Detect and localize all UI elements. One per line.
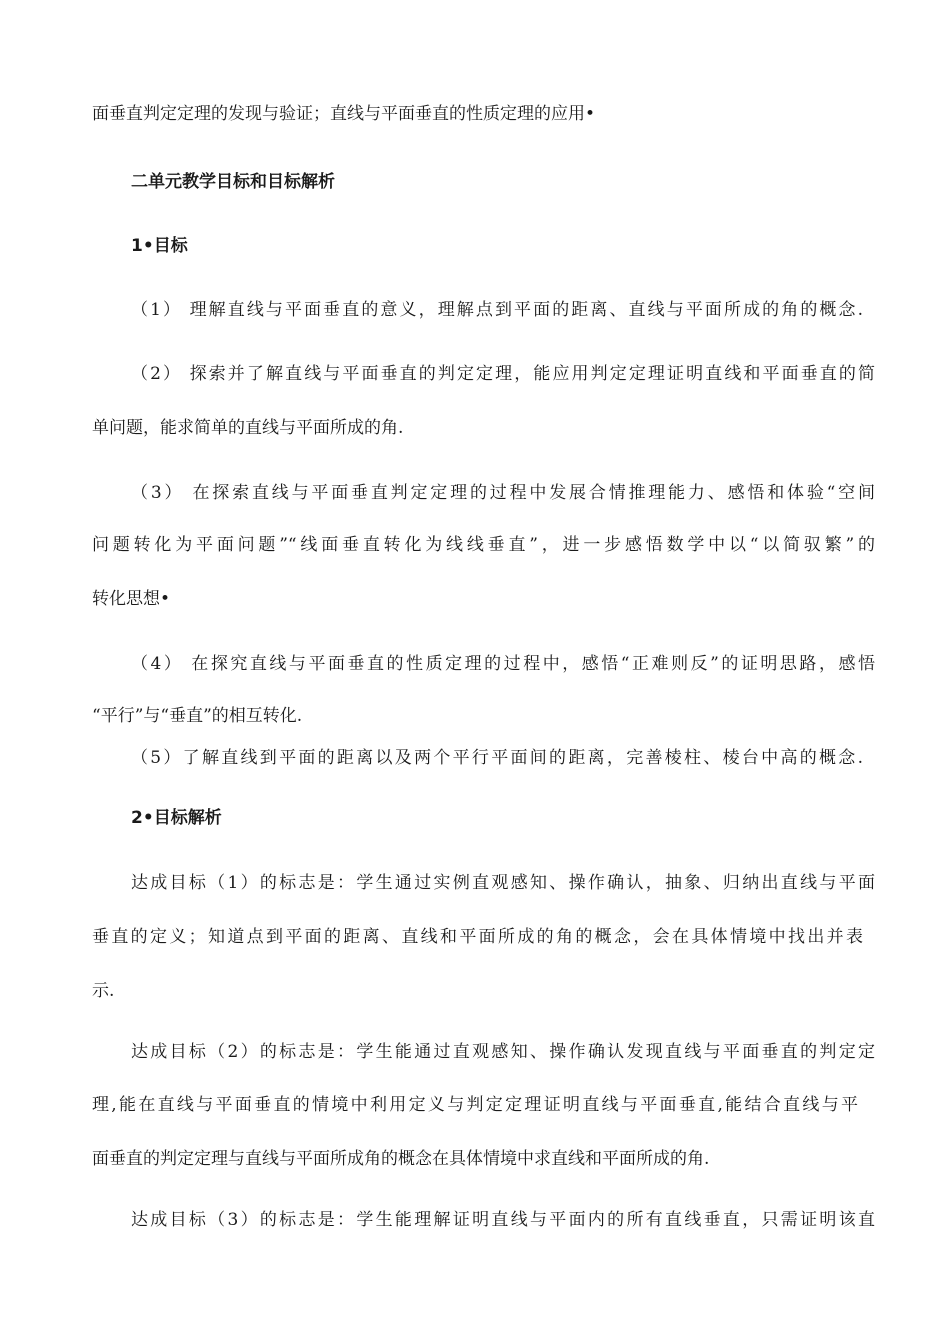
section-heading: 二单元教学目标和目标解析 bbox=[131, 172, 335, 192]
analysis-heading: 2•目标解析 bbox=[131, 808, 222, 828]
analysis-1-line-2 bbox=[92, 925, 863, 949]
goal-3-text-1: （3） 在探索直线与平面垂直判定定理的过程中发展合情推理能力、感悟和体验“空间 bbox=[131, 483, 875, 503]
goal-2-line-2: 单问题，能求简单的直线与平面所成的角. bbox=[92, 418, 404, 438]
analysis-1-text-2: 垂直的定义；知道点到平面的距离、直线和平面所成的角的概念，会在具体情境中找出并表 bbox=[92, 927, 863, 947]
goals-heading: 1•目标 bbox=[131, 236, 188, 256]
intro-tail-line: 面垂直判定定理的发现与验证；直线与平面垂直的性质定理的应用• bbox=[92, 104, 596, 124]
analysis-1-line-3: 示. bbox=[92, 981, 115, 1001]
analysis-1-text-1: 达成目标（1）的标志是：学生通过实例直观感知、操作确认，抽象、归纳出直线与平面 bbox=[131, 873, 875, 893]
goal-5-text: （5）了解直线到平面的距离以及两个平行平面间的距离，完善棱柱、棱台中高的概念. bbox=[131, 748, 863, 768]
goal-3-line-3: 转化思想• bbox=[92, 589, 171, 609]
analysis-3-line-1 bbox=[131, 1208, 875, 1232]
goal-2-line-1 bbox=[131, 362, 875, 386]
goal-3-line-1 bbox=[131, 481, 875, 505]
goal-1-text: （1） 理解直线与平面垂直的意义，理解点到平面的距离、直线与平面所成的角的概念. bbox=[131, 300, 863, 320]
goal-3-text-2: 问题转化为平面问题”“线面垂直转化为线线垂直”，进一步感悟数学中以“以简驭繁”的 bbox=[92, 535, 875, 555]
analysis-2-line-1 bbox=[131, 1040, 875, 1064]
goal-4-line-2: “平行”与“垂直”的相互转化. bbox=[92, 706, 303, 726]
goal-3-line-2 bbox=[92, 533, 875, 557]
analysis-2-text-1: 达成目标（2）的标志是：学生能通过直观感知、操作确认发现直线与平面垂直的判定定 bbox=[131, 1042, 875, 1062]
goal-5-line bbox=[131, 746, 863, 770]
analysis-2-text-2: 理,能在直线与平面垂直的情境中利用定义与判定定理证明直线与平面垂直,能结合直线与平 bbox=[92, 1095, 858, 1115]
goal-2-text-1: （2） 探索并了解直线与平面垂直的判定定理，能应用判定定理证明直线和平面垂直的简 bbox=[131, 364, 875, 384]
goal-4-text-1: （4） 在探究直线与平面垂直的性质定理的过程中，感悟“正难则反”的证明思路，感悟 bbox=[131, 654, 875, 674]
goal-4-line-1 bbox=[131, 652, 875, 676]
analysis-2-line-3: 面垂直的判定定理与直线与平面所成角的概念在具体情境中求直线和平面所成的角. bbox=[92, 1149, 710, 1169]
analysis-3-text-1: 达成目标（3）的标志是：学生能理解证明直线与平面内的所有直线垂直，只需证明该直 bbox=[131, 1210, 875, 1230]
goal-1-line bbox=[131, 298, 863, 322]
analysis-2-line-2 bbox=[92, 1093, 858, 1117]
analysis-1-line-1 bbox=[131, 871, 875, 895]
